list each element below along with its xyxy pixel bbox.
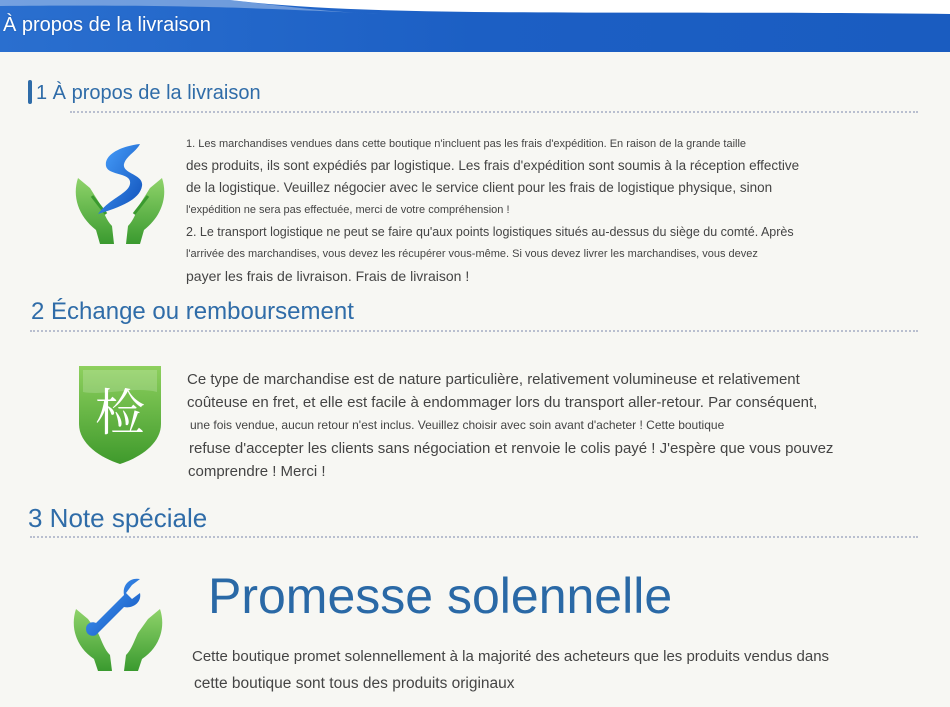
section-3-heading: 3 Note spéciale	[28, 503, 208, 533]
section-2-body	[187, 368, 927, 483]
divider	[30, 330, 918, 332]
paragraph-line: des produits, ils sont expédiés par logistique. Les frais d'expédition sont soumis à la réception effective	[186, 158, 800, 173]
section-2-heading: 2 Échange ou remboursement	[31, 298, 354, 325]
heading-accent-bar	[28, 80, 32, 104]
paragraph-line: Cette boutique promet solennellement à la majorité des acheteurs que les produits vendus dans	[192, 648, 830, 665]
paragraph-line: refuse d'accepter les clients sans négociation et renvoie le colis payé ! J'espère que vous pouvez	[189, 440, 834, 457]
hands-wrench-icon	[70, 575, 166, 673]
paragraph-line: Ce type de marchandise est de nature particulière, relativement volumineuse et relativement	[187, 371, 800, 388]
paragraph-line: 1. Les marchandises vendues dans cette boutique n'incluent pas les frais d'expédition. En raison de la grande taille	[186, 138, 747, 150]
hands-lightning-icon	[70, 138, 170, 246]
paragraph-line: l'expédition ne sera pas effectuée, merci de votre compréhension !	[186, 204, 510, 216]
paragraph-line: comprendre ! Merci !	[188, 463, 326, 480]
header-band	[0, 0, 950, 52]
header-title: À propos de la livraison	[3, 14, 211, 36]
section-3-body	[192, 643, 912, 697]
paragraph-line: l'arrivée des marchandises, vous devez les récupérer vous-même. Si vous devez livrer les marchandises, vous devez	[186, 248, 758, 260]
section-1-heading	[28, 80, 261, 105]
paragraph-line: de la logistique. Veuillez négocier avec le service client pour les frais de logistique physique, sinon	[186, 180, 773, 195]
section-1-heading-text: 1 À propos de la livraison	[36, 82, 261, 104]
paragraph-line: payer les frais de livraison. Frais de livraison !	[186, 268, 470, 284]
paragraph-line: 2. Le transport logistique ne peut se faire qu'aux points logistiques situés au-dessus du siège du comté. Après	[186, 225, 794, 239]
divider	[70, 111, 918, 113]
inspection-glyph: 检	[95, 384, 145, 442]
paragraph-line: cette boutique sont tous des produits originaux	[194, 675, 515, 692]
paragraph-line: coûteuse en fret, et elle est facile à endommager lors du transport aller-retour. Par conséquent,	[187, 394, 818, 411]
paragraph-line: une fois vendue, aucun retour n'est inclus. Veuillez choisir avec soin avant d'acheter ! Cette boutique	[190, 418, 725, 432]
inspection-shield-icon	[75, 362, 165, 466]
promise-title: Promesse solennelle	[208, 568, 673, 624]
divider	[30, 536, 918, 538]
section-1-body	[186, 133, 896, 287]
